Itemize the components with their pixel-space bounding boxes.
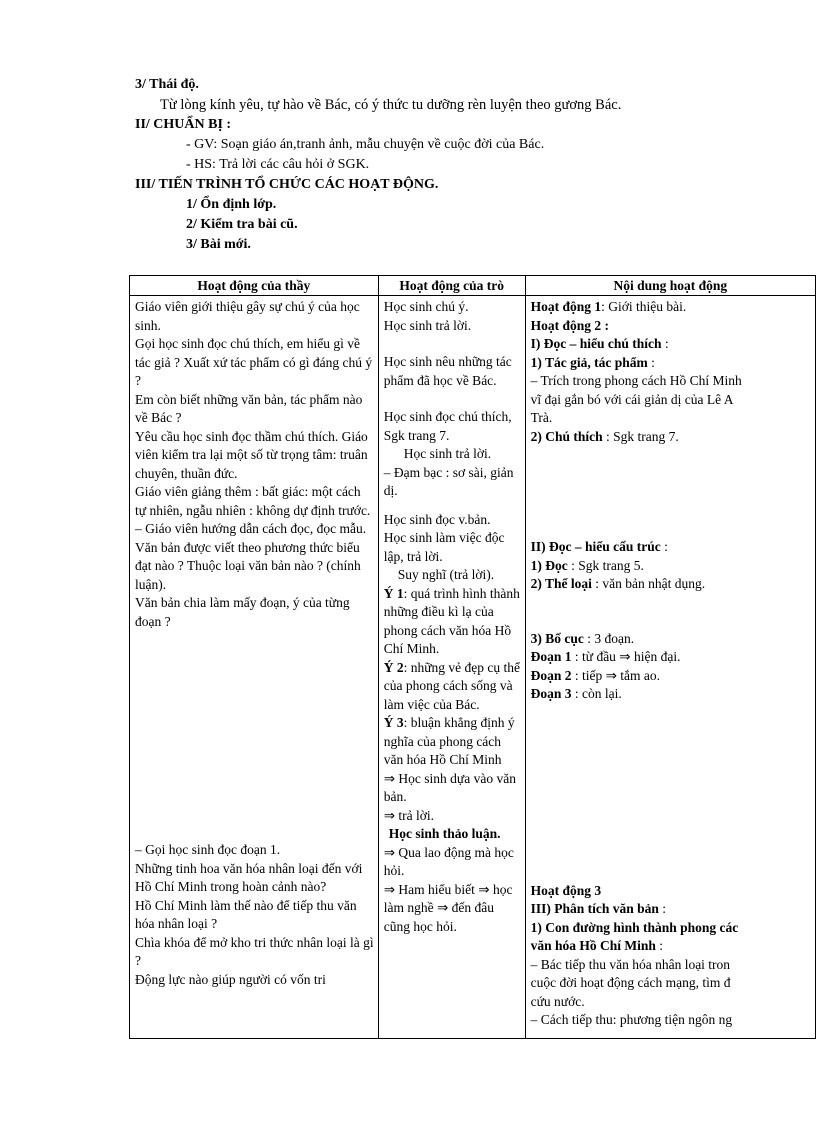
content-tac-gia bbox=[531, 354, 811, 373]
student-item: ⇒ Qua lao động mà học hỏi. bbox=[383, 844, 514, 878]
content-hd2: Hoạt động 2 : bbox=[530, 317, 609, 333]
teacher-item: Giáo viên giảng thêm : bất giác: một cách tự nhiên, ngẫu nhiên : không dự định trước. bbox=[135, 484, 371, 518]
student-item: ⇒ Ham hiểu biết ⇒ học làm nghề ⇒ đến đâu cũng học hỏi. bbox=[383, 881, 513, 934]
teacher-item: Giáo viên giới thiệu gây sự chú ý của học sinh. bbox=[135, 299, 360, 333]
content-hd3: Hoạt động 3 bbox=[530, 882, 602, 898]
y3-label: Ý 3 bbox=[383, 715, 404, 730]
bo-cuc-text: : 3 đoạn. bbox=[583, 630, 635, 646]
content-doan-3 bbox=[531, 685, 811, 704]
chu-thich-label: 2) Chú thích bbox=[530, 428, 603, 444]
table-header-row bbox=[130, 276, 816, 296]
student-item: Học sinh trả lời. bbox=[383, 317, 472, 333]
the-loai-label: 2) Thể loại bbox=[530, 576, 592, 591]
hd1-label: Hoạt động 1 bbox=[530, 299, 602, 314]
student-item: Học sinh làm việc độc lập, trả lời. bbox=[383, 530, 505, 564]
chuan-bi-item-hs: - HS: Trả lời các câu hỏi ở SGK. bbox=[186, 157, 370, 172]
student-item: Học sinh chú ý. bbox=[383, 299, 469, 314]
colon: : bbox=[658, 901, 667, 916]
content-doc-hieu-cau-truc bbox=[531, 538, 811, 557]
student-item: – Đạm bạc : sơ sài, giản dị. bbox=[383, 464, 514, 498]
content-cach: – Cách tiếp thu: phương tiện ngôn ng bbox=[530, 1012, 733, 1027]
doan2-text: : tiếp ⇒ tắm ao. bbox=[571, 667, 661, 683]
doan1-text: : từ đầu ⇒ hiện đại. bbox=[571, 649, 681, 664]
student-item-y1 bbox=[384, 585, 521, 659]
content-the-loai bbox=[531, 575, 811, 594]
y1-label: Ý 1 bbox=[383, 585, 404, 601]
section-heading-thai-do: 3/ Thái độ. bbox=[135, 77, 199, 92]
chu-thich-text: : Sgk trang 7. bbox=[602, 428, 679, 444]
con-duong-2-label: văn hóa Hồ Chí Minh bbox=[530, 938, 656, 953]
colon: : bbox=[655, 938, 664, 953]
content-cell bbox=[525, 296, 815, 1039]
chuan-bi-item-gv: - GV: Soạn giáo án,tranh ảnh, mẫu chuyện về cuộc đời của Bác. bbox=[186, 137, 545, 152]
student-item: ⇒ Học sinh dựa vào văn bản. bbox=[383, 770, 516, 804]
bo-cuc-label: 3) Bố cục bbox=[530, 630, 584, 646]
content-con-duong-2 bbox=[531, 937, 811, 956]
content-doan-1 bbox=[531, 648, 811, 667]
section-heading-chuan-bi: II/ CHUẨN BỊ : bbox=[135, 117, 232, 132]
student-item-y3 bbox=[384, 714, 521, 770]
doc-hieu-chu-thich-label: I) Đọc – hiểu chú thích bbox=[530, 336, 662, 351]
content-doc-hieu-chu-thich bbox=[531, 335, 811, 354]
content-con-duong: 1) Con đường hình thành phong các bbox=[530, 919, 739, 935]
hd1-text: : Giới thiệu bài. bbox=[601, 299, 687, 314]
section-heading-tien-trinh: III/ TIẾN TRÌNH TỔ CHỨC CÁC HOẠT ĐỘNG. bbox=[135, 177, 439, 192]
teacher-item: Em còn biết những văn bản, tác phẩm nào về Bác ? bbox=[135, 391, 363, 425]
teacher-item: Gọi học sinh đọc chú thích, em hiểu gì về tác giả ? Xuất xứ tác phẩm có gì đáng chú ý ? bbox=[135, 336, 373, 388]
content-bac: cuộc đời hoạt động cách mạng, tìm đ bbox=[530, 975, 731, 990]
doc-text: : Sgk trang 5. bbox=[567, 557, 644, 573]
teacher-item: Những tinh hoa văn hóa nhân loại đến với Hồ Chí Minh trong hoàn cảnh nào? bbox=[135, 860, 363, 894]
content-doc bbox=[531, 557, 811, 576]
teacher-item: Động lực nào giúp người có vốn tri bbox=[135, 971, 326, 987]
teacher-item: Hồ Chí Minh làm thế nào để tiếp thu văn hóa nhân loại ? bbox=[135, 897, 357, 931]
teacher-activities-cell bbox=[130, 296, 379, 1039]
student-item: Học sinh đọc v.bản. bbox=[383, 511, 491, 527]
header-content: Nội dung hoạt động bbox=[525, 276, 815, 296]
colon: : bbox=[660, 539, 668, 554]
y1-text: : quá trình hình thành những điều kì lạ của phong cách văn hóa Hồ Chí Minh. bbox=[383, 585, 520, 656]
teacher-item: Văn bản được viết theo phương thức biểu đạt nào ? Thuộc loại văn bản nào ? (chính luận). bbox=[135, 539, 361, 592]
content-hd1 bbox=[531, 298, 811, 317]
content-bo-cuc bbox=[531, 630, 811, 649]
student-item: Học sinh đọc chú thích, Sgk trang 7. bbox=[383, 409, 512, 443]
doan3-label: Đoạn 3 bbox=[530, 686, 572, 701]
colon: : bbox=[647, 354, 655, 370]
student-item: Học sinh thảo luận. bbox=[388, 826, 501, 841]
y2-label: Ý 2 bbox=[383, 659, 404, 675]
doc-hieu-cau-truc-label: II) Đọc – hiểu cấu trúc bbox=[530, 539, 661, 554]
student-item-y2 bbox=[384, 659, 521, 715]
teacher-item: Văn bản chia làm mấy đoạn, ý của từng đoạn ? bbox=[135, 595, 350, 629]
teacher-item: Chìa khóa để mở kho tri thức nhân loại là gì ? bbox=[135, 934, 374, 968]
content-trich: vĩ đại gắn bó với cái giản dị của Lê A bbox=[530, 391, 734, 407]
student-activities-cell bbox=[378, 296, 525, 1039]
doc-label: 1) Đọc bbox=[530, 557, 568, 573]
doan1-label: Đoạn 1 bbox=[530, 649, 572, 664]
y2-text: : những vẻ đẹp cụ thể của phong cách sống và làm việc của Bác. bbox=[383, 659, 521, 712]
y3-text: : bluận khẳng định ý nghĩa của phong cách văn hóa Hồ Chí Minh bbox=[383, 715, 515, 767]
thai-do-text: Từ lòng kính yêu, tự hào về Bác, có ý thức tu dưỡng rèn luyện theo gương Bác. bbox=[160, 97, 622, 113]
content-doan-2 bbox=[531, 667, 811, 686]
content-chu-thich bbox=[531, 428, 811, 447]
lesson-activity-table bbox=[129, 275, 816, 1039]
student-item: Học sinh nêu những tác phẩm đã học về Bác. bbox=[383, 354, 512, 388]
the-loai-text: : văn bản nhật dụng. bbox=[591, 576, 706, 591]
content-bac: – Bác tiếp thu văn hóa nhân loại tron bbox=[530, 956, 731, 972]
tac-gia-label: 1) Tác giả, tác phẩm bbox=[530, 354, 648, 370]
content-phan-tich bbox=[531, 900, 811, 919]
content-trich: Trà. bbox=[530, 410, 553, 425]
teacher-item: – Gọi học sinh đọc đoạn 1. bbox=[135, 842, 281, 857]
student-item: ⇒ trả lời. bbox=[383, 807, 435, 823]
teacher-item: – Giáo viên hướng dẫn cách đọc, đọc mẫu. bbox=[135, 521, 367, 536]
teacher-item: Yêu cầu học sinh đọc thầm chú thích. Giáo viên kiểm tra lại một số từ trọng tâm: truân chuyên, thuần đức. bbox=[135, 428, 368, 481]
student-item: Học sinh trả lời. bbox=[403, 446, 492, 461]
content-bac: cứu nước. bbox=[530, 993, 585, 1009]
phan-tich-label: III) Phân tích văn bản bbox=[530, 901, 659, 916]
doan2-label: Đoạn 2 bbox=[530, 667, 572, 683]
header-student: Hoạt động của trò bbox=[378, 276, 525, 296]
header-teacher: Hoạt động của thầy bbox=[130, 276, 379, 296]
student-item: Suy nghĩ (trả lời). bbox=[397, 567, 495, 582]
doan3-text: : còn lại. bbox=[571, 686, 622, 701]
step-kiem-tra: 2/ Kiểm tra bài cũ. bbox=[186, 217, 298, 232]
step-bai-moi: 3/ Bài mới. bbox=[186, 237, 251, 252]
step-on-dinh: 1/ Ổn định lớp. bbox=[186, 197, 277, 212]
table-row bbox=[130, 296, 816, 1039]
colon: : bbox=[661, 336, 669, 351]
content-trich: – Trích trong phong cách Hồ Chí Minh bbox=[530, 373, 742, 388]
